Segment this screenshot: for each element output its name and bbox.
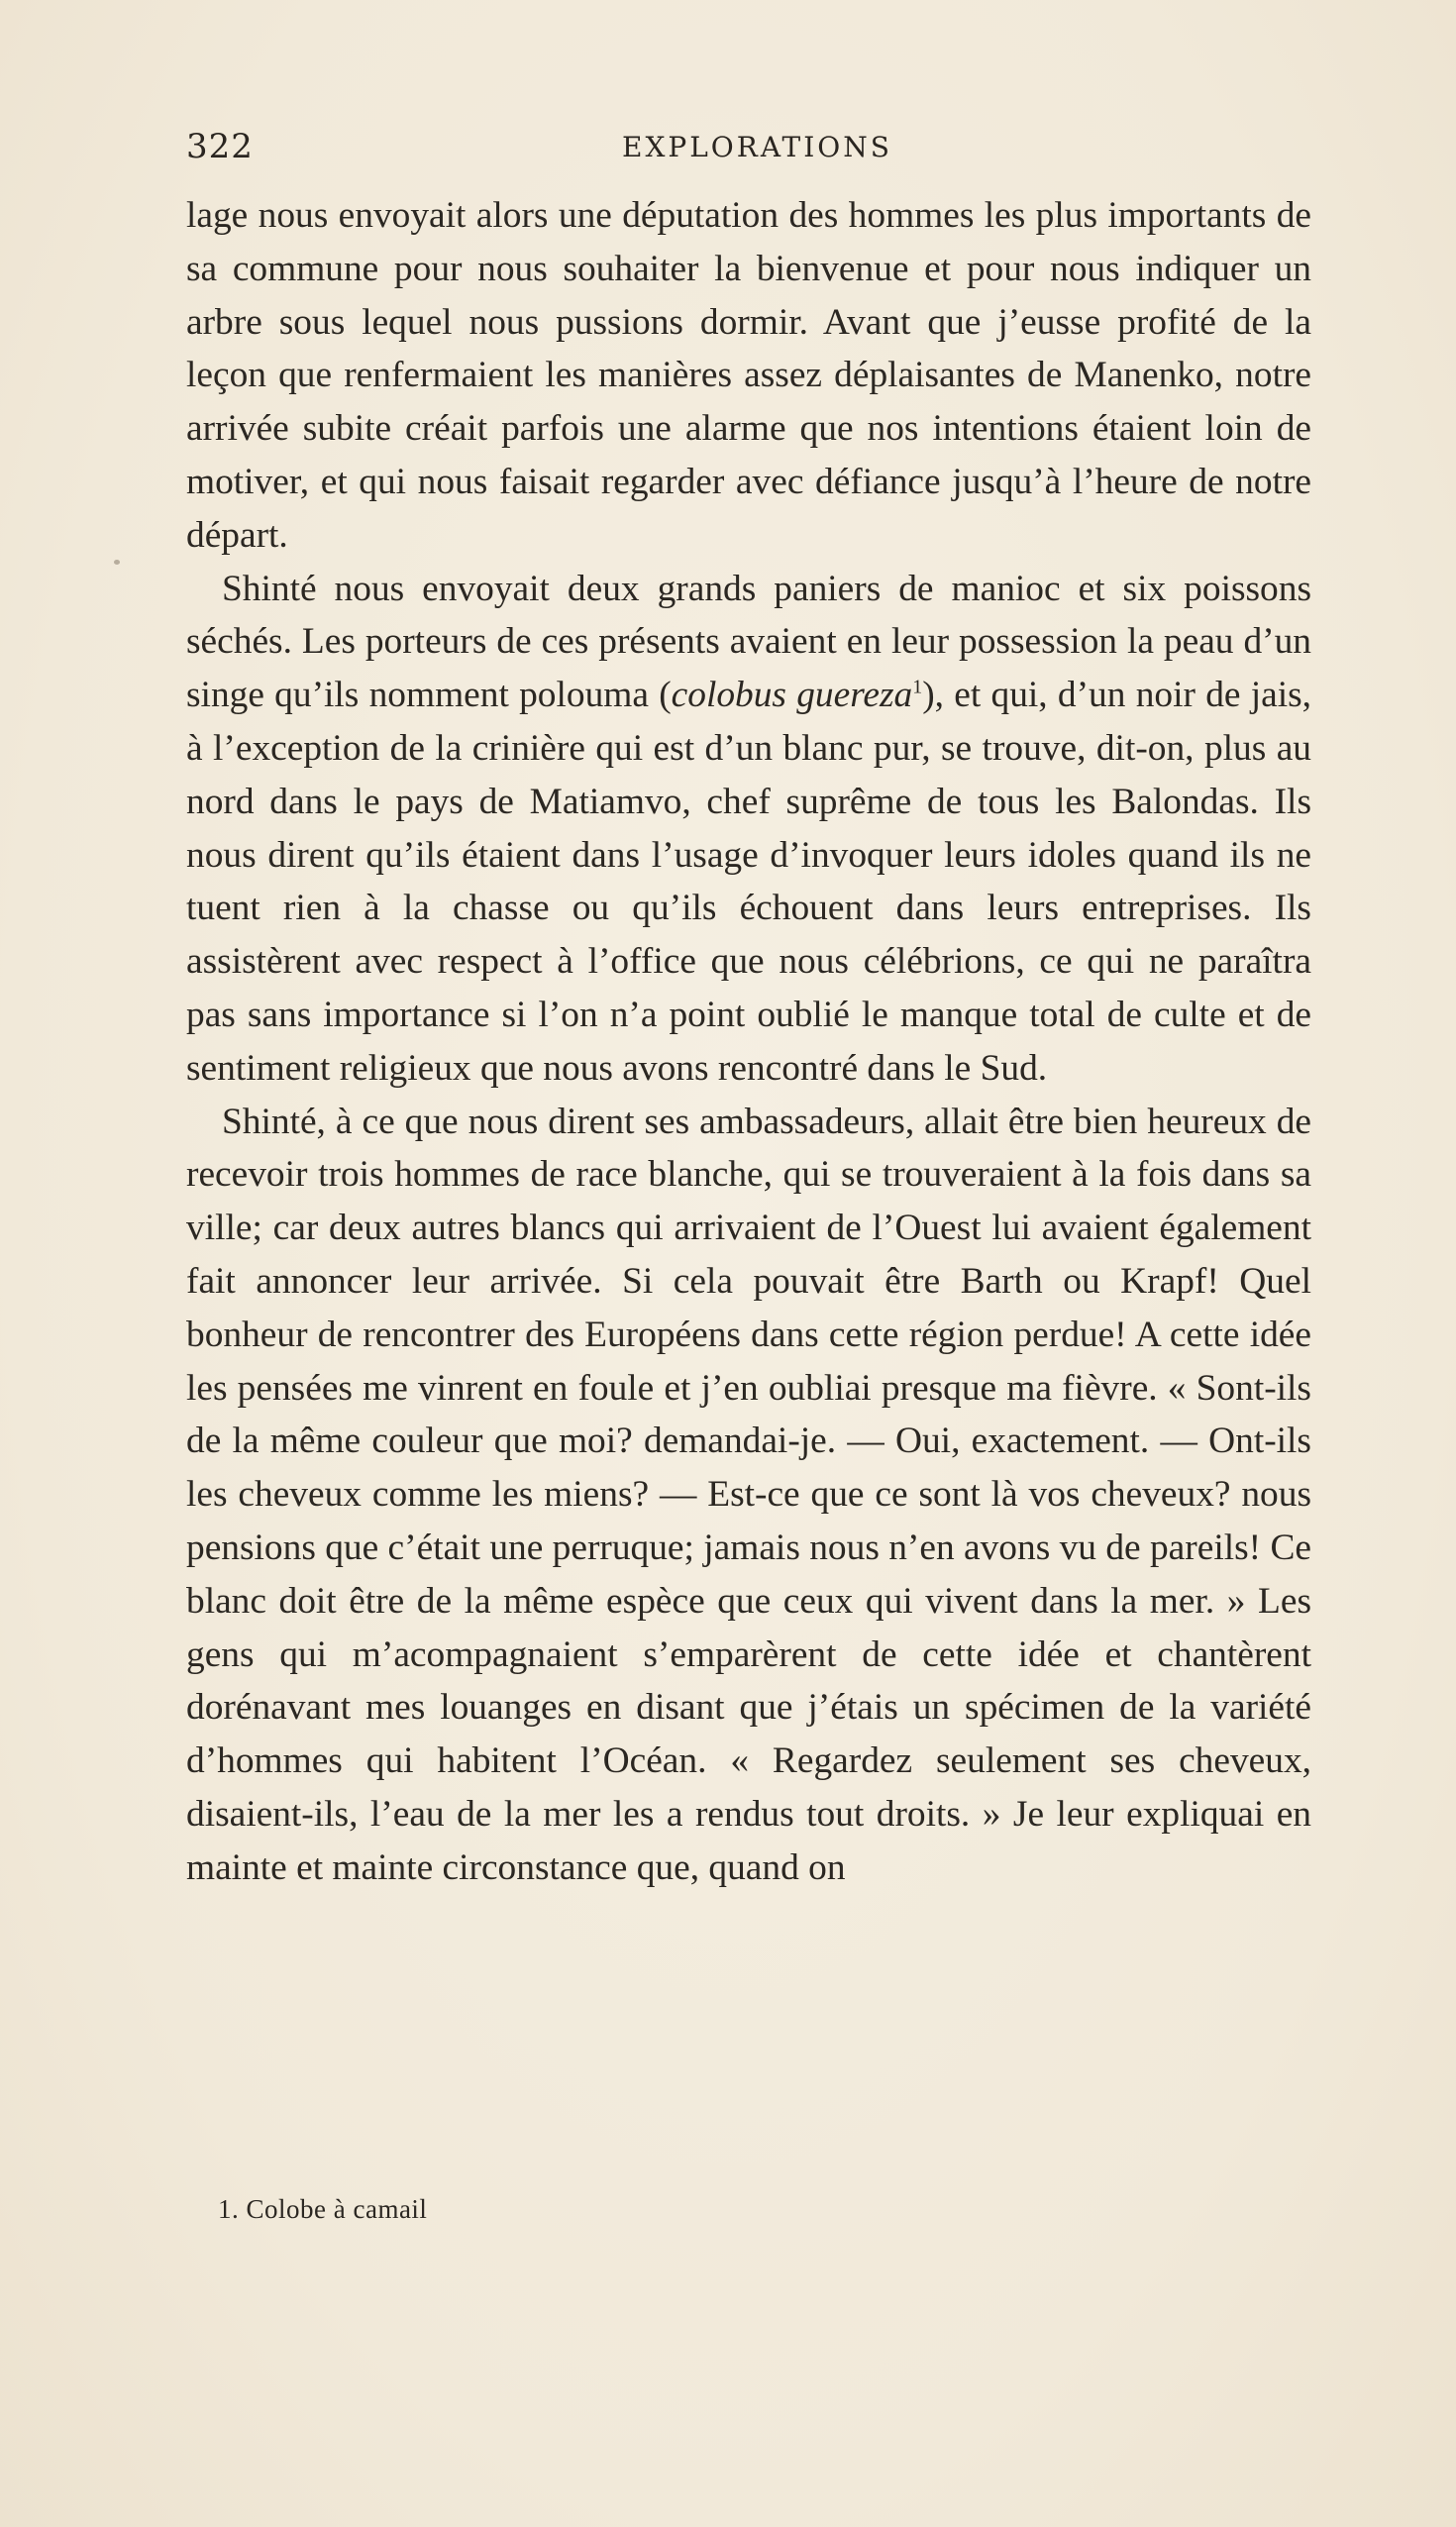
- footnote-ref: 1: [912, 676, 923, 698]
- paragraph-2: [186, 563, 1311, 1096]
- paragraph-1: lage nous envoyait alors une députation des hommes les plus importants de sa commune pour nous souhaiter la bienvenue et pour nous indiquer un arbre sous lequel nous pussions dormir. Avant que j’eusse profité de la leçon que renfermaient les manières assez déplaisantes de Manenko, notre arrivée subite créait parfois une alarme que nos intentions étaient loin de motiver, et qui nous faisait regarder avec défiance jusqu’à l’heure de notre départ.: [186, 195, 1311, 556]
- paragraph-2-end: ), et qui, d’un noir de jais, à l’exception de la crinière qui est d’un blanc pur, se trouve, dit-on, plus au nord dans le pays de Matiamvo, chef suprême de tous les Balondas. Ils nous dirent qu’ils étaient dans l’usage d’invoquer leurs idoles quand ils ne tuent rien à la chasse ou qu’ils échouent dans leurs entreprises. Ils assistèrent avec respect à l’office que nous célébrions, ce qui ne paraîtra pas sans importance si l’on n’a point oublié le manque total de culte et de sentiment religieux que nous avons rencontré dans le Sud.: [186, 675, 1312, 1089]
- paper-speck: [114, 560, 120, 565]
- page-header: [186, 127, 1310, 176]
- paragraph-2-start: Shinté nous envoyait deux grands paniers de manioc et six poissons séchés. Les porteurs de ces présents avaient en leur possession la peau d’un singe qu’ils nomment polouma (: [186, 568, 1311, 716]
- body-text: [186, 189, 1311, 1895]
- running-head: EXPLORATIONS: [622, 131, 892, 163]
- paragraph-3: Shinté, à ce que nous dirent ses ambassadeurs, allait être bien heureux de recevoir trois hommes de race blanche, qui se trouveraient à la fois dans sa ville; car deux autres blancs qui arrivaient de l’Ouest lui avaient également fait annoncer leur arrivée. Si cela pouvait être Barth ou Krapf! Quel bonheur de rencontrer des Européens dans cette région perdue! A cette idée les pensées me vinrent en foule et j’en oubliai presque ma fièvre. « Sont-ils de la même couleur que moi? demandai-je. — Oui, exactement. — Ont-ils les cheveux comme les miens? — Est-ce que ce sont là vos cheveux? nous pensions que c’était une perruque; jamais nous n’en avons vu de pareils! Ce blanc doit être de la même espèce que ceux qui vivent dans la mer. » Les gens qui m’acompagnaient s’emparèrent de cette idée et chantèrent dorénavant mes louanges en disant que j’étais un spécimen de la variété d’hommes qui habitent l’Océan. « Regardez seulement ses cheveux, disaient-ils, l’eau de la mer les a rendus tout droits. » Je leur expliquai en mainte et mainte circonstance que, quand on: [186, 1101, 1311, 1888]
- footnote: 1. Colobe à camail: [218, 2194, 428, 2224]
- species-name: colobus guereza: [671, 675, 913, 716]
- page-number: 322: [186, 127, 254, 166]
